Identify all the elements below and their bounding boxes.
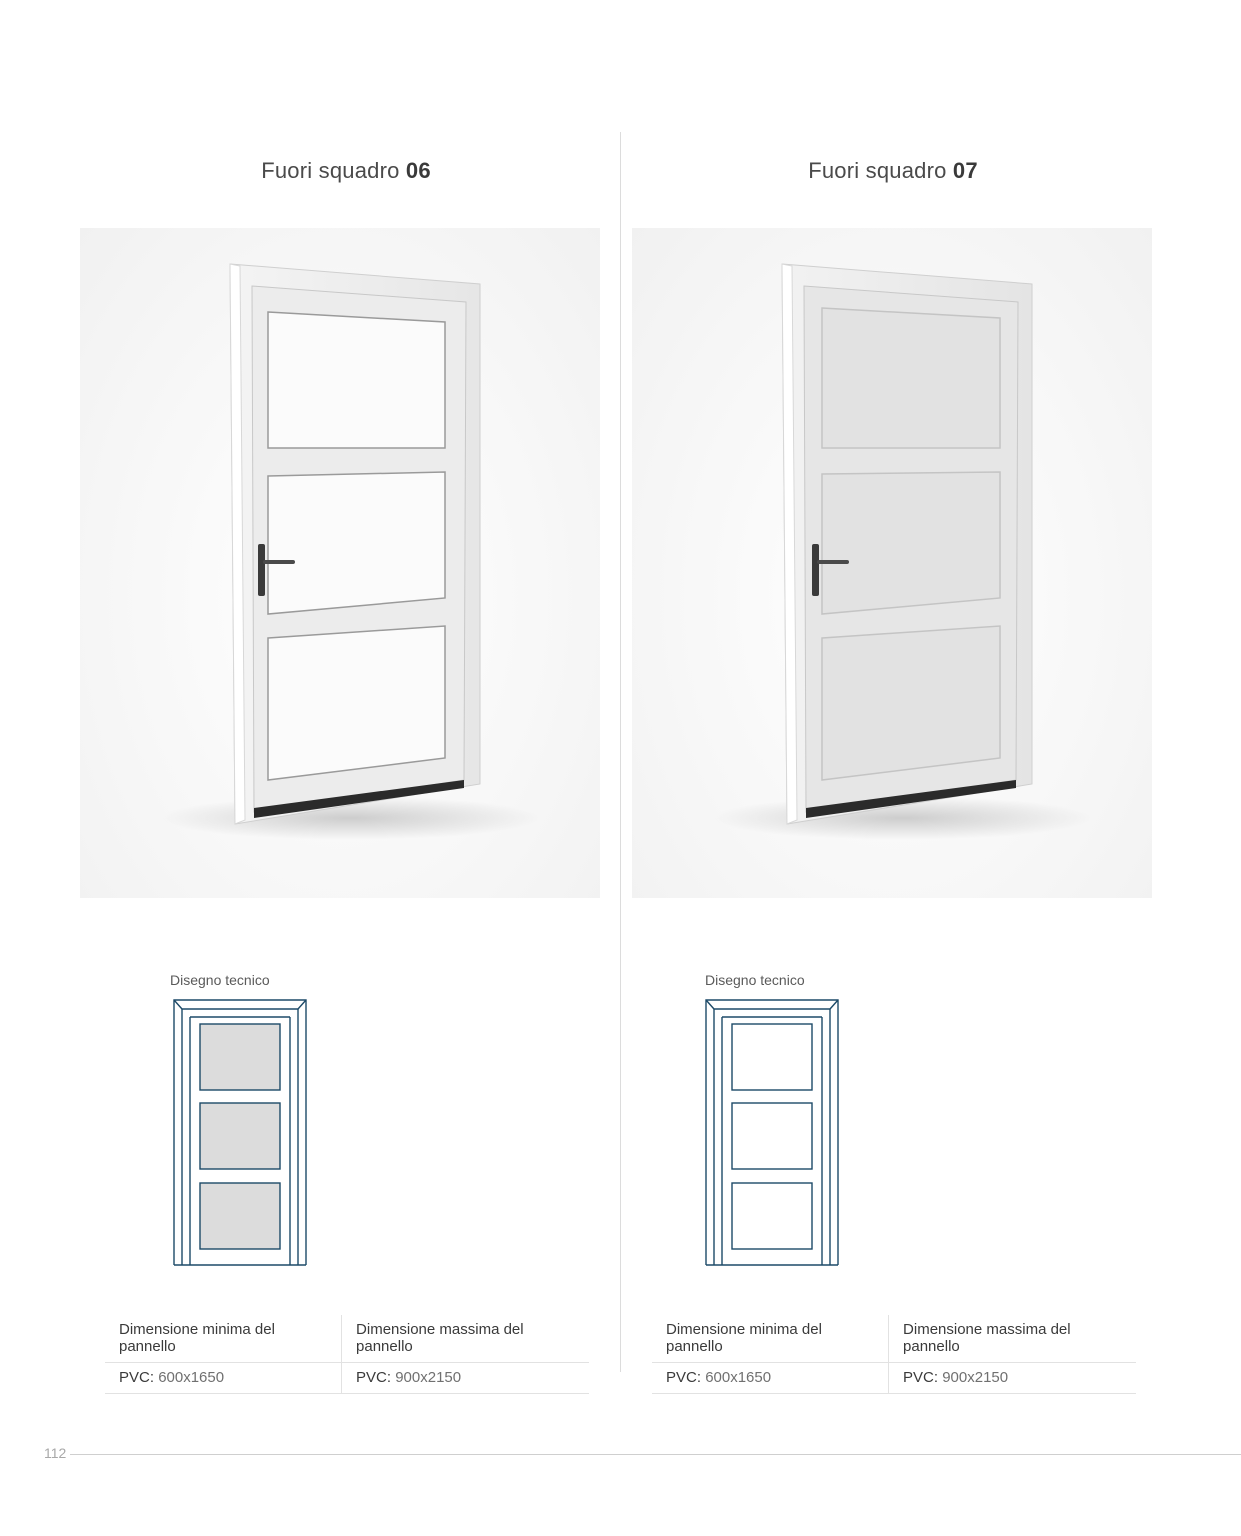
table-header-row bbox=[652, 1315, 1136, 1363]
title-number: 06 bbox=[405, 158, 431, 183]
title-prefix: Fuori squadro bbox=[808, 158, 947, 183]
page-number: 112 bbox=[44, 1445, 67, 1461]
material-label: PVC: bbox=[666, 1369, 702, 1386]
product-title-06 bbox=[146, 158, 546, 184]
min-dimension-header: Dimensione minima del pannello bbox=[105, 1315, 342, 1363]
dimensions-table-06 bbox=[105, 1315, 589, 1394]
product-title-07 bbox=[693, 158, 1093, 184]
min-dimension-value: 600x1650 bbox=[158, 1369, 225, 1386]
footer-rule bbox=[70, 1454, 1241, 1455]
title-number: 07 bbox=[952, 158, 978, 183]
material-label: PVC: bbox=[356, 1369, 392, 1386]
min-dimension-cell bbox=[105, 1363, 342, 1394]
door-photo-07 bbox=[632, 228, 1152, 898]
max-dimension-value: 900x2150 bbox=[942, 1369, 1009, 1386]
title-prefix: Fuori squadro bbox=[261, 158, 400, 183]
min-dimension-header: Dimensione minima del pannello bbox=[652, 1315, 889, 1363]
max-dimension-cell bbox=[889, 1363, 1136, 1394]
tech-drawing-label: Disegno tecnico bbox=[705, 972, 805, 988]
min-dimension-cell bbox=[652, 1363, 889, 1394]
glass-door-icon bbox=[80, 228, 600, 898]
tech-drawing-07 bbox=[704, 997, 842, 1272]
tech-drawing-label: Disegno tecnico bbox=[170, 972, 270, 988]
panel-door-drawing-icon bbox=[704, 997, 842, 1267]
material-label: PVC: bbox=[903, 1369, 939, 1386]
max-dimension-header: Dimensione massima del pannello bbox=[342, 1315, 589, 1363]
table-header-row bbox=[105, 1315, 589, 1363]
table-row bbox=[105, 1363, 589, 1394]
door-photo-06 bbox=[80, 228, 600, 898]
dimensions-table-07 bbox=[652, 1315, 1136, 1394]
max-dimension-header: Dimensione massima del pannello bbox=[889, 1315, 1136, 1363]
material-label: PVC: bbox=[119, 1369, 155, 1386]
panel-door-icon bbox=[632, 228, 1152, 898]
column-divider bbox=[620, 132, 621, 1372]
min-dimension-value: 600x1650 bbox=[705, 1369, 772, 1386]
tech-drawing-06 bbox=[172, 997, 310, 1272]
max-dimension-value: 900x2150 bbox=[395, 1369, 462, 1386]
glazed-door-drawing-icon bbox=[172, 997, 310, 1267]
table-row bbox=[652, 1363, 1136, 1394]
max-dimension-cell bbox=[342, 1363, 589, 1394]
